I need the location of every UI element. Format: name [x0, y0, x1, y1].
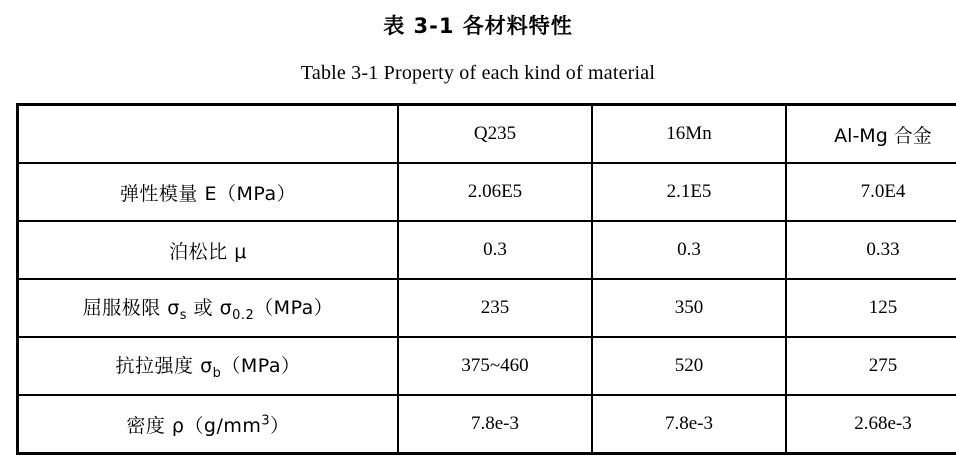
table-row — [18, 163, 956, 221]
cell-poisson-ratio-16mn: 0.3 — [592, 221, 786, 279]
table-row — [18, 395, 956, 454]
yield-label-sub-02: 0.2 — [232, 308, 254, 323]
cell-yield-strength-almg: 125 — [786, 279, 956, 337]
density-label-suffix: ） — [270, 415, 290, 437]
material-property-table — [16, 103, 956, 455]
yield-label-sub-s: s — [180, 308, 187, 323]
table-row — [18, 221, 956, 279]
table-row — [18, 279, 956, 337]
column-header-q235: Q235 — [398, 105, 592, 164]
cell-elastic-modulus-almg: 7.0E4 — [786, 163, 956, 221]
row-label-poisson-ratio: 泊松比 μ — [18, 221, 399, 279]
table-caption-english: Table 3-1 Property of each kind of material — [0, 62, 956, 85]
cell-elastic-modulus-q235: 2.06E5 — [398, 163, 592, 221]
yield-label-mid: 或 σ — [187, 297, 232, 319]
cell-density-almg: 2.68e-3 — [786, 395, 956, 454]
cell-poisson-ratio-q235: 0.3 — [398, 221, 592, 279]
cell-yield-strength-q235: 235 — [398, 279, 592, 337]
table-corner-cell — [18, 105, 399, 164]
table-row — [18, 337, 956, 395]
tensile-label-sub-b: b — [213, 366, 222, 381]
row-label-elastic-modulus: 弹性模量 E（MPa） — [18, 163, 399, 221]
row-label-density — [18, 395, 399, 454]
cell-elastic-modulus-16mn: 2.1E5 — [592, 163, 786, 221]
row-label-tensile-strength — [18, 337, 399, 395]
density-label-sup: 3 — [261, 413, 270, 428]
cell-yield-strength-16mn: 350 — [592, 279, 786, 337]
tensile-label-prefix: 抗拉强度 σ — [116, 355, 213, 377]
cell-density-16mn: 7.8e-3 — [592, 395, 786, 454]
cell-density-q235: 7.8e-3 — [398, 395, 592, 454]
cell-poisson-ratio-almg: 0.33 — [786, 221, 956, 279]
yield-label-suffix: （MPa） — [254, 297, 333, 319]
density-label-prefix: 密度 ρ（g/mm — [126, 415, 261, 437]
column-header-almg: Al-Mg 合金 — [786, 105, 956, 164]
document-page — [0, 10, 956, 470]
row-label-yield-strength — [18, 279, 399, 337]
tensile-label-suffix: （MPa） — [221, 355, 300, 377]
table-container — [0, 103, 956, 455]
cell-tensile-strength-16mn: 520 — [592, 337, 786, 395]
table-header-row — [18, 105, 956, 164]
column-header-16mn: 16Mn — [592, 105, 786, 164]
cell-tensile-strength-q235: 375~460 — [398, 337, 592, 395]
yield-label-prefix: 屈服极限 σ — [83, 297, 180, 319]
cell-tensile-strength-almg: 275 — [786, 337, 956, 395]
table-caption-chinese: 表 3-1 各材料特性 — [0, 10, 956, 40]
